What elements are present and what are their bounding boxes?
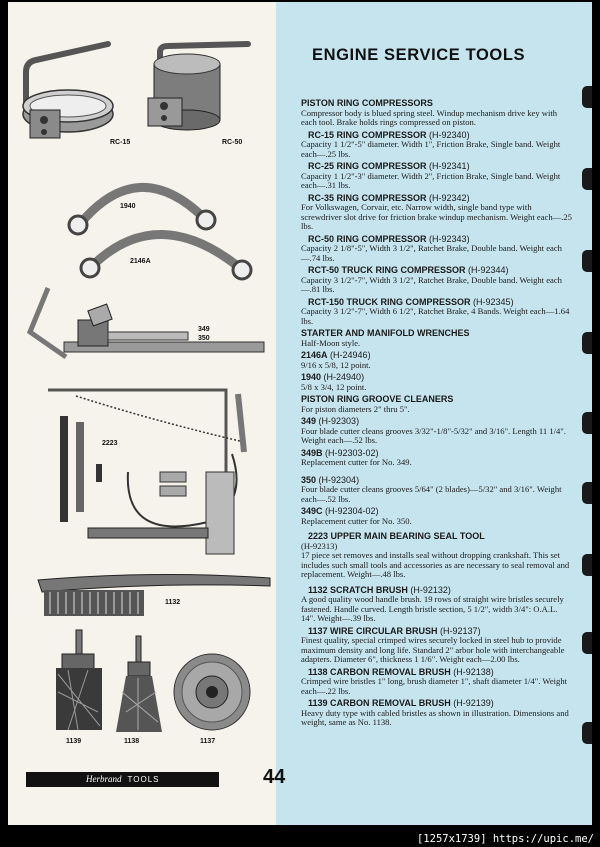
groove-cleaner-image bbox=[30, 288, 264, 357]
index-tab bbox=[582, 482, 592, 504]
index-tab bbox=[582, 632, 592, 654]
item-name: 349B bbox=[301, 447, 323, 458]
item-name: 1132 SCRATCH BRUSH bbox=[308, 584, 408, 595]
item-name: 1138 CARBON REMOVAL BRUSH bbox=[308, 666, 451, 677]
catalog-item bbox=[301, 476, 573, 505]
catalog-item bbox=[301, 131, 573, 160]
label-rc50: RC-50 bbox=[222, 139, 243, 146]
catalog-item bbox=[301, 417, 573, 446]
carbon-brush-1139-image bbox=[56, 630, 102, 730]
item-desc: 9/16 x 5/8, 12 point. bbox=[301, 359, 371, 370]
item-desc: Four blade cutter cleans grooves 3/32"-1/8"-5/32" and 3/16". Length 11 1/4". Weight each—.52 lbs. bbox=[301, 425, 566, 445]
label-1139: 1139 bbox=[66, 738, 82, 745]
catalog-item bbox=[301, 668, 573, 697]
item-desc: Replacement cutter for No. 349. bbox=[301, 457, 412, 467]
item-code: (H-92342) bbox=[429, 192, 470, 203]
item-name: RC-50 RING COMPRESSOR bbox=[308, 233, 427, 244]
item-desc: Capacity 1 1/2"-3" diameter. Width 2", Friction Brake, Single band. Weight each—.31 lbs. bbox=[301, 170, 561, 190]
item-code: (H-24946) bbox=[330, 350, 371, 360]
label-1132: 1132 bbox=[165, 599, 181, 606]
item-name: 1940 bbox=[301, 372, 322, 382]
catalog-item bbox=[301, 532, 573, 580]
label-350: 350 bbox=[198, 335, 210, 342]
item-code: (H-92344) bbox=[468, 265, 509, 275]
brand-name: Herbrand bbox=[86, 774, 122, 784]
index-tab bbox=[582, 554, 592, 576]
catalog-item bbox=[301, 235, 573, 264]
label-1138: 1138 bbox=[124, 738, 140, 745]
page-number: 44 bbox=[263, 766, 286, 788]
half-moon-wrench-1940-image bbox=[69, 187, 215, 234]
item-code: (H-92345) bbox=[473, 296, 514, 307]
item-name: 1139 CARBON REMOVAL BRUSH bbox=[308, 698, 451, 708]
item-code: (H-92303-02) bbox=[325, 447, 379, 458]
item-code: (H-92303) bbox=[318, 416, 360, 426]
carbon-brush-1138-image bbox=[116, 636, 162, 732]
item-name: RC-25 RING COMPRESSOR bbox=[308, 161, 427, 171]
item-desc: Capacity 1 1/2"-5" diameter. Width 1", Friction Brake, Single band. Weight each—.25 lbs. bbox=[301, 139, 561, 159]
index-tab bbox=[582, 412, 592, 434]
item-desc: Replacement cutter for No. 350. bbox=[301, 515, 412, 526]
brand-bar bbox=[26, 772, 219, 787]
item-desc: Heavy duty type with cabled bristles as shown in illustration. Dimensions and weight, same as No. 1138. bbox=[301, 707, 569, 727]
item-desc: A good quality wood handle brush. 19 rows of straight wire bristles securely fastened. Handle curved. Length bristle section, 5 1/2", width 3/4": O.A.L. 14". Weight—.39 lbs. bbox=[301, 594, 564, 623]
item-desc: 5/8 x 3/4, 12 point. bbox=[301, 381, 367, 392]
catalog-item bbox=[301, 298, 573, 327]
item-code: (H-92340) bbox=[429, 129, 470, 140]
item-code: (H-24940) bbox=[323, 372, 365, 382]
label-2146a: 2146A bbox=[130, 258, 151, 265]
item-desc: For Volkswagen, Corvair, etc. Narrow width, single band type with screwdriver slot drive for friction brake windup mechanism. Weight each—.25 lbs. bbox=[301, 202, 572, 231]
index-tab bbox=[582, 332, 592, 354]
seal-tool-set-image bbox=[48, 390, 244, 554]
item-desc: Crimped wire bristles 1" long, brush diameter 1", shaft diameter 1/4". Weight each—.22 lbs. bbox=[301, 676, 567, 696]
label-1940: 1940 bbox=[120, 203, 136, 210]
item-desc: Finest quality, special crimped wires securely locked in steel hub to provide maximum density and long life. Standard 2" arbor hole with interchangeable adapters. Diameter 6", thickness 1 1/6". Weight each—2.00 lbs. bbox=[301, 635, 565, 664]
item-name: RC-15 RING COMPRESSOR bbox=[308, 129, 427, 140]
index-tabs bbox=[580, 2, 592, 825]
item-desc: Capacity 3 1/2"-7", Width 3 1/2", Ratchet Brake, Double band. Weight each—.81 lbs. bbox=[301, 274, 562, 294]
catalog-item bbox=[301, 586, 573, 624]
item-code: (H-92138) bbox=[453, 666, 494, 677]
catalog-item bbox=[301, 507, 573, 526]
catalog-page bbox=[8, 2, 592, 825]
item-code: (H-92137) bbox=[440, 625, 481, 636]
label-349: 349 bbox=[198, 326, 210, 333]
circular-wire-brush-image bbox=[174, 654, 250, 730]
catalog-item bbox=[301, 194, 573, 232]
section-title: PISTON RING GROOVE CLEANERS bbox=[301, 394, 454, 404]
item-name: 2223 UPPER MAIN BEARING SEAL TOOL bbox=[308, 531, 485, 541]
label-rc15: RC-15 bbox=[110, 139, 131, 146]
item-name: RC-35 RING COMPRESSOR bbox=[308, 192, 427, 203]
catalog-item bbox=[301, 373, 573, 392]
ring-compressor-rc15-image bbox=[23, 44, 113, 138]
brand-word: TOOLS bbox=[127, 775, 160, 784]
catalog-item bbox=[301, 351, 573, 370]
section-desc: Half-Moon style. bbox=[301, 337, 361, 348]
section-title: PISTON RING COMPRESSORS bbox=[301, 98, 433, 108]
label-2223: 2223 bbox=[102, 440, 118, 447]
catalog-item bbox=[301, 699, 573, 728]
page-heading: ENGINE SERVICE TOOLS bbox=[312, 46, 526, 64]
section-desc: For piston diameters 2" thru 5". bbox=[301, 403, 410, 414]
image-source-footer: [1257x1739] https://upic.me/ bbox=[416, 833, 594, 845]
item-desc: Capacity 2 1/8"-5", Width 3 1/2", Ratchet Brake, Double band. Weight each—.74 lbs. bbox=[301, 243, 562, 263]
catalog-text bbox=[301, 96, 573, 728]
tool-illustrations bbox=[8, 2, 278, 825]
section-desc: Compressor body is blued spring steel. Windup mechanism drive key with each tool. Brake holds rings compressed on piston. bbox=[301, 107, 558, 127]
section-title: STARTER AND MANIFOLD WRENCHES bbox=[301, 328, 470, 338]
item-code: (H-92132) bbox=[410, 584, 451, 595]
item-code: (H-92139) bbox=[453, 698, 494, 708]
item-name: 349C bbox=[301, 506, 323, 516]
catalog-item bbox=[301, 266, 573, 295]
item-code: (H-92313) bbox=[301, 540, 338, 551]
ring-compressor-rc50-image bbox=[148, 44, 248, 130]
item-code: (H-92341) bbox=[429, 161, 470, 171]
item-name: 349 bbox=[301, 416, 317, 426]
index-tab bbox=[582, 168, 592, 190]
item-desc: Capacity 3 1/2"-7", Width 6 1/2", Ratchet Brake, 4 Bands. Weight each—1.64 lbs. bbox=[301, 306, 570, 326]
catalog-item bbox=[301, 449, 573, 468]
index-tab bbox=[582, 250, 592, 272]
item-name: RCT-150 TRUCK RING COMPRESSOR bbox=[308, 296, 471, 307]
item-name: 1137 WIRE CIRCULAR BRUSH bbox=[308, 625, 438, 636]
item-name: 350 bbox=[301, 474, 317, 485]
index-tab bbox=[582, 86, 592, 108]
item-name: 2146A bbox=[301, 350, 328, 360]
scratch-brush-image bbox=[38, 574, 270, 616]
half-moon-wrench-2146a-image bbox=[81, 234, 251, 279]
index-tab bbox=[582, 722, 592, 744]
label-1137: 1137 bbox=[200, 738, 216, 745]
item-code: (H-92304-02) bbox=[325, 506, 379, 516]
catalog-item bbox=[301, 162, 573, 191]
catalog-item bbox=[301, 627, 573, 665]
item-name: RCT-50 TRUCK RING COMPRESSOR bbox=[308, 265, 466, 275]
item-desc: 17 piece set removes and installs seal without dropping crankshaft. This set includes such small tools and accessories as are necessary to seal removal and replacement. Weight—.48 lbs. bbox=[301, 550, 570, 579]
item-desc: Four blade cutter cleans grooves 5/64" (2 blades)—5/32" and 3/16". Weight each—.52 lbs. bbox=[301, 484, 562, 504]
item-code: (H-92343) bbox=[429, 233, 470, 244]
item-code: (H-92304) bbox=[318, 474, 360, 485]
